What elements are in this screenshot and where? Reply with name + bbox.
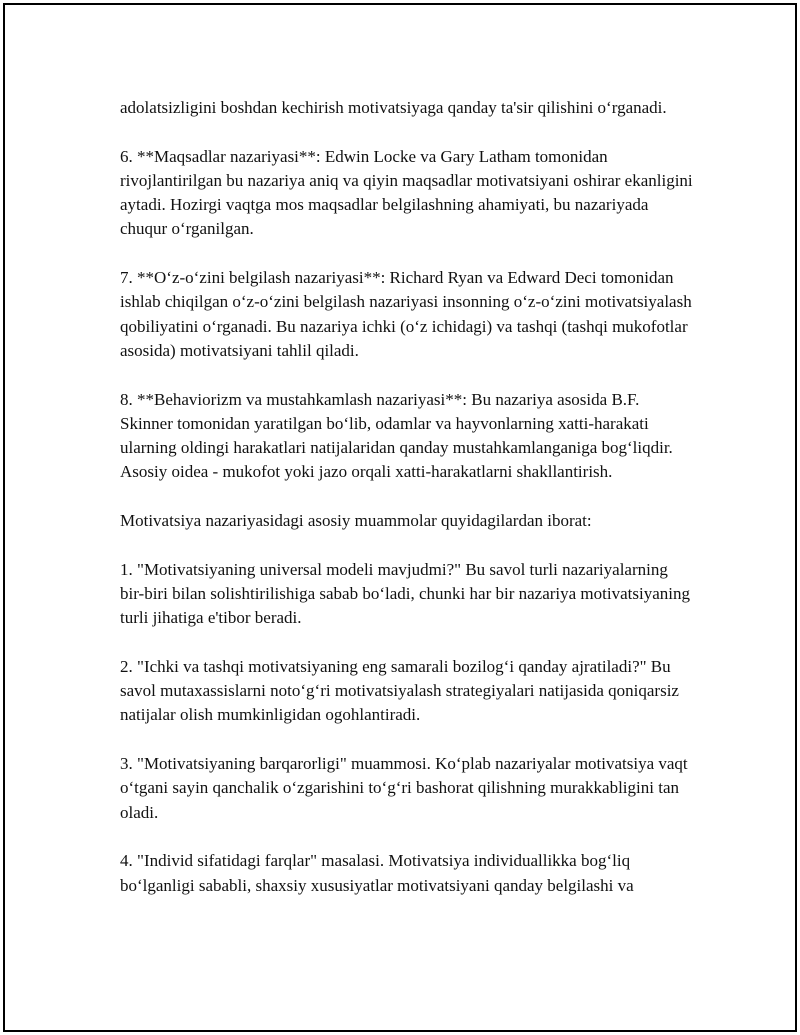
paragraph-6: 1. "Motivatsiyaning universal modeli mavjudmi?" Bu savol turli nazariyalarning bir-biri bilan solishtirilishiga sabab bo‘ladi, chunki har bir nazariya motivatsiyaning turli jihatiga e'tibor beradi. xyxy=(120,559,690,628)
paragraph-3: 7. **O‘z-o‘zini belgilash nazariyasi**: Richard Ryan va Edward Deci tomonidan ishlab chiqilgan o‘z-o‘zini belgilash nazariyasi insonning o‘z-o‘zini motivatsiyalash qobiliyatini o‘rganadi. Bu nazariya ichki (o‘z ichidagi) va tashqi (tashqi mukofotlar asosida) motivatsiyani tahlil qiladi. xyxy=(120,268,692,360)
document-body xyxy=(120,96,695,922)
paragraph-2: 6. **Maqsadlar nazariyasi**: Edwin Locke va Gary Latham tomonidan rivojlantirilgan bu nazariya aniq va qiyin maqsadlar motivatsiyani oshirar ekanligini aytadi. Hozirgi vaqtga mos maqsadlar belgilashning ahamiyati, bu nazariyada chuqur o‘rganilgan. xyxy=(120,146,693,239)
paragraph-5: Motivatsiya nazariyasidagi asosiy muammolar quyidagilardan iborat: xyxy=(120,511,592,531)
paragraph-1: adolatsizligini boshdan kechirish motivatsiyaga qanday ta'sir qilishini o‘rganadi. xyxy=(120,98,667,117)
paragraph-9: 4. "Individ sifatidagi farqlar" masalasi. Motivatsiya individuallikka bog‘liq bo‘lganligi sababli, shaxsiy xususiyatlar motivatsiyani qanday belgilashi va xyxy=(120,851,634,895)
document-page xyxy=(3,3,797,1032)
paragraph-8: 3. "Motivatsiyaning barqarorligi" muammosi. Ko‘plab nazariyalar motivatsiya vaqt o‘tgani sayin qanchalik o‘zgarishini to‘g‘ri bashorat qilishning murakkabligini tan oladi. xyxy=(120,754,688,822)
paragraph-4: 8. **Behaviorizm va mustahkamlash nazariyasi**: Bu nazariya asosida B.F. Skinner tomonidan yaratilgan bo‘lib, odamlar va hayvonlarning xatti-harakati ularning oldingi harakatlari natijalaridan qanday mustahkamlanganiga bog‘liqdir. Asosiy oidea - mukofot yoki jazo orqali xatti-harakatlarni shakllantirish. xyxy=(120,389,673,482)
paragraph-7: 2. "Ichki va tashqi motivatsiyaning eng samarali bozilog‘i qanday ajratiladi?" Bu savol mutaxassislarni noto‘g‘ri motivatsiyalash strategiyalari natijasida qoniqarsiz natijalar olish mumkinligidan ogohlantiradi. xyxy=(120,656,679,725)
